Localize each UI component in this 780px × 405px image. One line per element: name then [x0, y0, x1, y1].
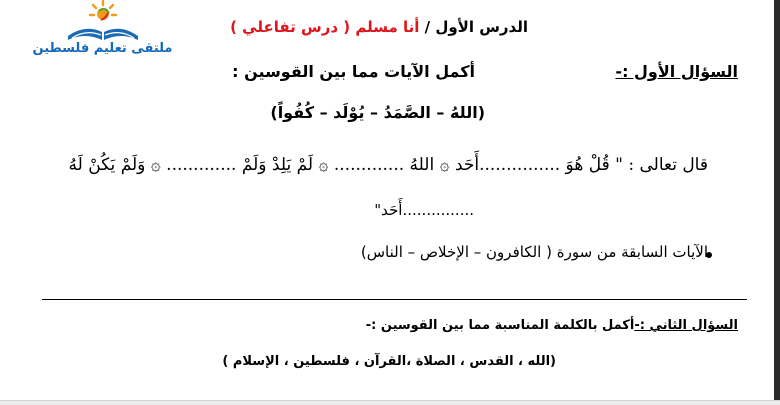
lesson-title-highlight: أنا مسلم ( درس تفاعلي ) — [230, 18, 420, 36]
site-logo — [30, 0, 175, 70]
bottom-frame-border — [0, 401, 780, 405]
question2-heading-line — [366, 318, 738, 333]
lesson-title — [230, 18, 528, 36]
verse-line-1: قال تعالى : " قُلْ هُوَ ...............أَحَد ۞ اللهُ ............. ۞ لَمْ يَلِدْ وَلَمْ ............. ۞ وَلَمْ يَكُنْ لَهُ — [68, 155, 708, 175]
question1-heading: السؤال الأول :- — [615, 62, 738, 81]
question1-word-bank: (اللهُ – الصَّمَدُ – يُوْلَد – كُفُواً) — [270, 103, 485, 122]
verse-line-2: ...............أَحَد" — [374, 201, 474, 219]
open-book-sun-icon — [30, 0, 175, 42]
surah-choice-question: الآيات السابقة من سورة ( الكافرون – الإخلاص – الناس) — [360, 243, 708, 261]
logo-text: ملتقى تعليم فلسطين — [32, 41, 173, 56]
question2-instruction: أكمل بالكلمة المناسبة مما بين القوسين :- — [365, 318, 635, 333]
section-divider — [42, 299, 747, 300]
question2-word-bank: (الله ، القدس ، الصلاة ،القرآن ، فلسطين ، الإسلام ) — [222, 354, 556, 369]
question2-heading: السؤال الثاني :- — [634, 318, 738, 333]
right-frame-border — [774, 0, 780, 405]
lesson-title-prefix: الدرس الأول / — [424, 18, 528, 36]
question1-instruction: أكمل الآيات مما بين القوسين : — [232, 62, 475, 81]
